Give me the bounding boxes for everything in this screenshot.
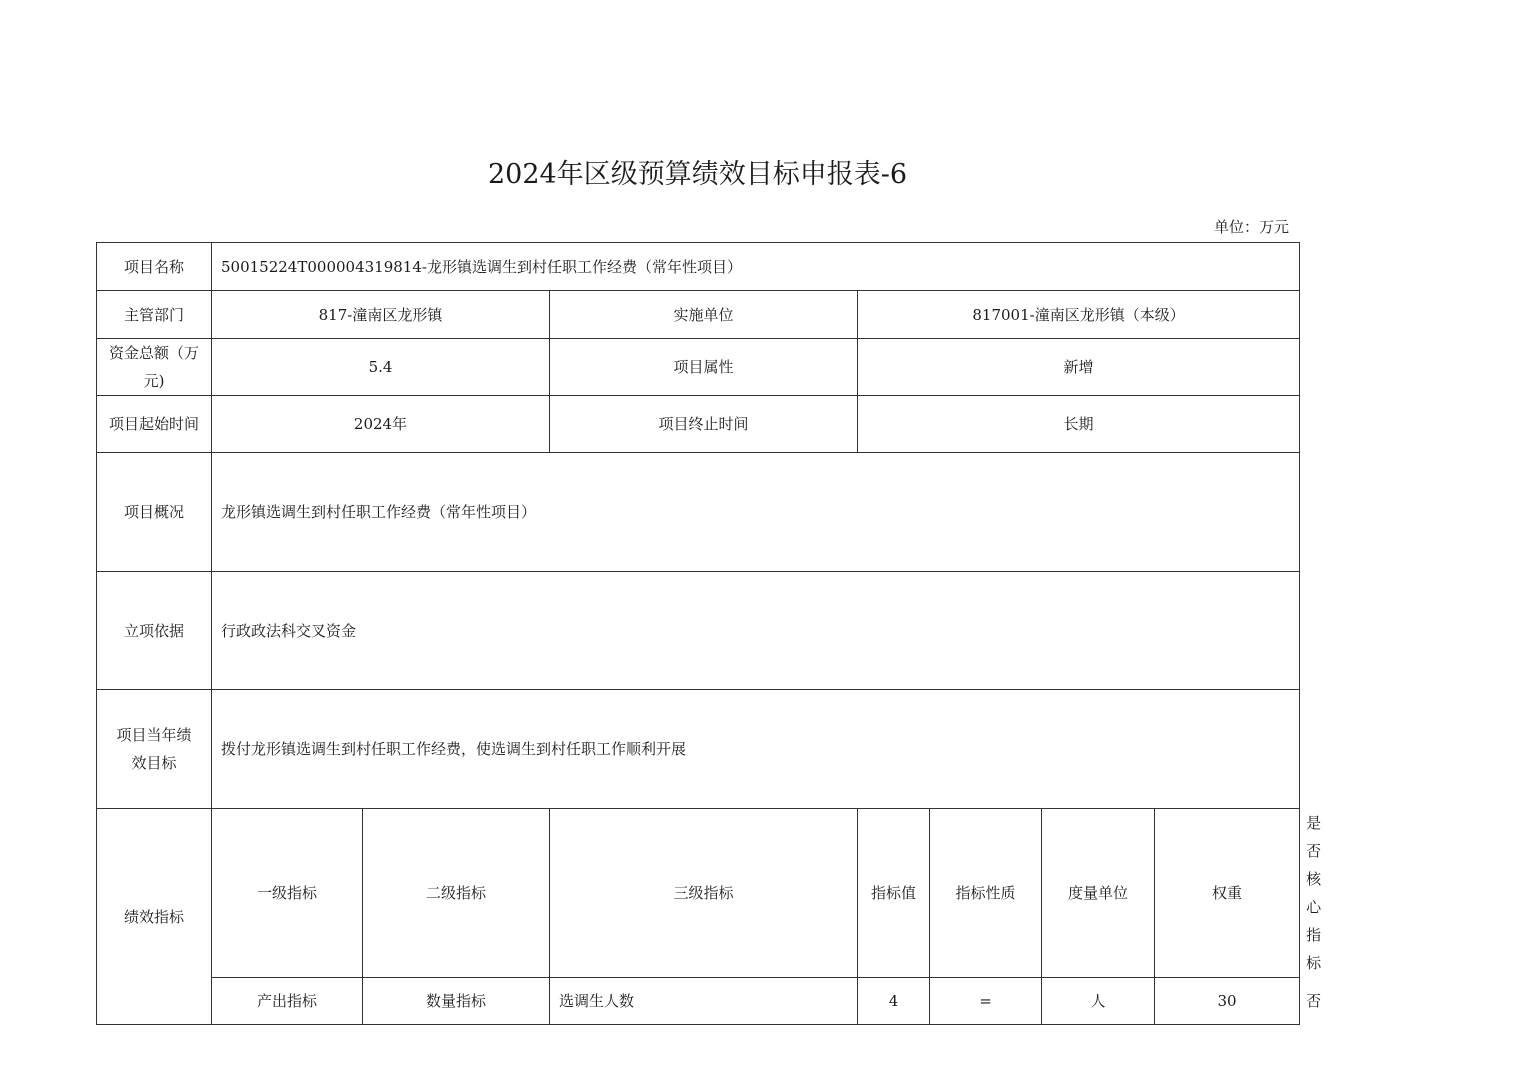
indicator-header: 三级指标: [550, 809, 858, 978]
indicator-cell: 数量指标: [363, 978, 550, 1025]
indicator-header: 指标值: [858, 809, 930, 978]
label-basis: 立项依据: [97, 572, 212, 690]
row-department: [97, 291, 1300, 339]
indicator-cell: 人: [1042, 978, 1155, 1025]
value-total-funds: 5.4: [212, 339, 550, 396]
value-implementer: 817001-潼南区龙形镇（本级）: [858, 291, 1300, 339]
value-overview: 龙形镇选调生到村任职工作经费（常年性项目）: [212, 453, 1300, 572]
indicator-cell: 产出指标: [212, 978, 363, 1025]
label-indicators: 绩效指标: [97, 809, 212, 1025]
indicator-header: 度量单位: [1042, 809, 1155, 978]
indicator-header-row: 绩效指标 一级指标 二级指标 三级指标 指标值 指标性质 度量单位 权重 是否核心指标: [97, 809, 1300, 978]
row-time: [97, 396, 1300, 453]
value-start-time: 2024年: [212, 396, 550, 453]
indicator-header: 权重: [1155, 809, 1300, 978]
value-annual-goal: 拨付龙形镇选调生到村任职工作经费，使选调生到村任职工作顺利开展: [212, 690, 1300, 809]
indicator-cell: 选调生人数: [550, 978, 858, 1025]
label-end-time: 项目终止时间: [550, 396, 858, 453]
row-overview: [97, 453, 1300, 572]
row-project-name: [97, 243, 1300, 291]
indicator-header: 二级指标: [363, 809, 550, 978]
row-total-funds: [97, 339, 1300, 396]
row-annual-goal: [97, 690, 1300, 809]
value-attribute: 新增: [858, 339, 1300, 396]
label-start-time: 项目起始时间: [97, 396, 212, 453]
label-attribute: 项目属性: [550, 339, 858, 396]
indicator-cell: 4: [858, 978, 930, 1025]
label-implementer: 实施单位: [550, 291, 858, 339]
indicator-cell: 30: [1155, 978, 1300, 1025]
budget-performance-table: [96, 242, 1322, 1025]
label-overview: 项目概况: [97, 453, 212, 572]
label-annual-goal: 项目当年绩效目标: [97, 690, 212, 809]
value-project-name: 50015224T000004319814-龙形镇选调生到村任职工作经费（常年性项目）: [212, 243, 1300, 291]
row-basis: [97, 572, 1300, 690]
unit-label: 单位：万元: [1213, 218, 1289, 236]
value-basis: 行政政法科交叉资金: [212, 572, 1300, 690]
page-title: 2024年区级预算绩效目标申报表-6: [487, 159, 907, 190]
indicator-cell: =: [930, 978, 1042, 1025]
value-end-time: 长期: [858, 396, 1300, 453]
indicator-header: 一级指标: [212, 809, 363, 978]
indicator-header: 指标性质: [930, 809, 1042, 978]
label-department: 主管部门: [97, 291, 212, 339]
indicator-row: 产出指标 数量指标 选调生人数 4 = 人 30 否: [97, 978, 1300, 1025]
label-project-name: 项目名称: [97, 243, 212, 291]
label-total-funds: 资金总额（万元): [97, 339, 212, 396]
value-department: 817-潼南区龙形镇: [212, 291, 550, 339]
